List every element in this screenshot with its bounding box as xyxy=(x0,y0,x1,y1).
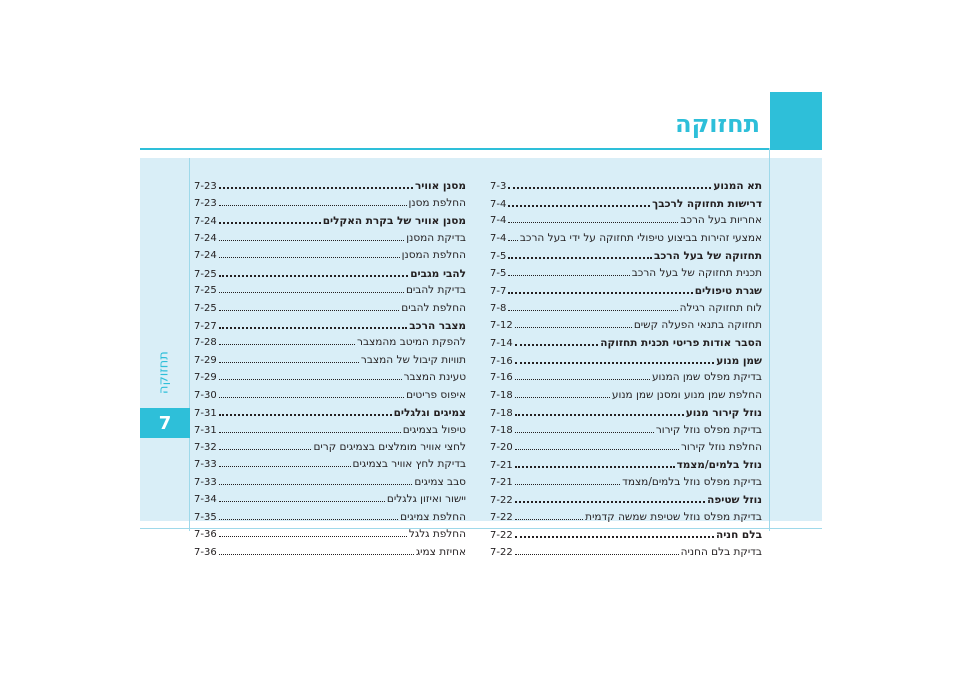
toc-entry-label: בדיקת מפלס שמן המנוע xyxy=(651,371,762,384)
toc-leader-dots xyxy=(508,222,518,240)
right-margin-rule xyxy=(769,148,770,531)
toc-entry-label: נוזל קירור מנוע xyxy=(685,407,762,420)
toc-entry-label: בדיקת מפלס נוזל שטיפת שמשה קדמית xyxy=(585,510,762,523)
toc-entry-label: החלפת צמיגים xyxy=(400,510,466,523)
toc-leader-dots xyxy=(515,432,679,450)
toc-leader-dots xyxy=(219,222,405,240)
toc-entry-label: אחריות בעל הרכב xyxy=(680,214,762,227)
toc-page-number: 7-29 xyxy=(194,372,217,384)
toc-page-number: 7-36 xyxy=(194,546,217,558)
toc-leader-dots xyxy=(515,501,583,519)
toc-page-number: 7-18 xyxy=(490,424,513,436)
toc-leader-dots xyxy=(508,257,629,275)
toc-entry-label: החלפת נוזל קירור xyxy=(680,441,762,453)
toc-leader-dots xyxy=(219,292,400,310)
chapter-number-badge: 7 xyxy=(140,408,190,438)
toc-leader-dots xyxy=(515,310,632,328)
toc-page-number: 7-27 xyxy=(194,320,217,332)
toc-entry-label: בדיקת המסנן xyxy=(406,231,466,244)
toc-entry-label: שגרת טיפולים xyxy=(694,285,762,298)
toc-page-number: 7-5 xyxy=(490,251,507,263)
toc-entry-label: סבב צמיגים xyxy=(414,475,466,488)
toc-entry-label: החלפת גלגל xyxy=(408,528,466,541)
toc-page-number: 7-21 xyxy=(490,476,513,488)
toc-leader-dots xyxy=(219,484,385,502)
toc-page-number: 7-28 xyxy=(194,337,217,349)
toc-entry-label: אחיזת צמיג xyxy=(415,545,466,558)
toc-entry-label: נוזל בלמים/מצמד xyxy=(676,459,762,472)
toc-leader-dots xyxy=(219,362,402,380)
toc-entry-label: דרישות תחזוקה לרכבך xyxy=(652,197,762,210)
toc-leader-dots xyxy=(219,466,413,484)
toc-leader-dots xyxy=(508,292,677,310)
left-margin-rule xyxy=(189,158,190,531)
toc-leader-dots xyxy=(219,240,400,258)
toc-page-number: 7-31 xyxy=(194,408,217,420)
toc-entry-label: נוזל שטיפה xyxy=(707,494,762,507)
toc-leader-dots xyxy=(515,379,610,397)
toc-leader-dots xyxy=(219,414,401,432)
toc-entry-label: טעינת המצבר xyxy=(403,371,466,384)
toc-page-number: 7-25 xyxy=(194,302,217,314)
toc-entry-label: בדיקת לחץ אוויר בצמיגים xyxy=(352,458,466,471)
toc-page-number: 7-25 xyxy=(194,285,217,297)
toc-leader-dots xyxy=(508,205,678,223)
toc-page-number: 7-16 xyxy=(490,355,513,367)
toc-page-number: 7-33 xyxy=(194,459,217,471)
toc-entry-label: תכנית תחזוקה של בעל הרכב xyxy=(631,266,762,279)
side-strip xyxy=(140,158,190,521)
toc-entry-label: החלפת מסנן xyxy=(408,196,466,209)
toc-entry-label: החלפת שמן מנוע ומסנן שמן מנוע xyxy=(611,388,762,401)
toc-page-number: 7-12 xyxy=(490,319,513,331)
toc-leader-dots xyxy=(219,519,407,537)
toc-entry-label: בדיקת מפלס נוזל בלמים/מצמד xyxy=(622,475,762,488)
toc-page-number: 7-24 xyxy=(194,216,217,228)
toc-leader-dots xyxy=(515,466,620,484)
toc-page-number: 7-24 xyxy=(194,232,217,244)
toc-page-number: 7-4 xyxy=(490,198,507,210)
toc-entry-label: צמיגים וגלגלים xyxy=(393,407,466,420)
toc-leader-dots xyxy=(219,327,355,345)
toc-page-number: 7-33 xyxy=(194,476,217,488)
toc-entry-label: לוח תחזוקה רגילה xyxy=(679,301,762,314)
toc-page-number: 7-25 xyxy=(194,268,217,280)
toc-page-number: 7-32 xyxy=(194,442,217,453)
toc-page-number: 7-8 xyxy=(490,302,507,314)
toc-page-number: 7-36 xyxy=(194,529,217,541)
toc-entry-label: החלפת להבים xyxy=(401,301,466,314)
toc-entry-label: יישור ואיזון גלגלים xyxy=(386,493,466,506)
toc-column-left xyxy=(194,170,466,558)
toc-page-number: 7-22 xyxy=(490,530,513,542)
toc-page-number: 7-24 xyxy=(194,250,217,262)
toc-leader-dots xyxy=(219,187,407,205)
toc-leader-dots xyxy=(515,414,654,432)
toc-page-number: 7-18 xyxy=(490,408,513,420)
toc-leader-dots xyxy=(515,362,650,380)
toc-page-number: 7-14 xyxy=(490,338,513,350)
toc-entry-label: להבי מגבים xyxy=(410,267,466,280)
toc-column-right xyxy=(490,170,762,558)
page-title: תחזוקה xyxy=(675,110,760,138)
toc-page-number: 7-34 xyxy=(194,494,217,506)
side-chapter-label: תחזוקה xyxy=(156,351,172,395)
toc-entry-label: מצבר הרכב xyxy=(409,319,466,332)
toc-leader-dots xyxy=(219,379,404,397)
toc-entry[interactable] xyxy=(194,170,466,193)
toc-page-number: 7-22 xyxy=(490,511,513,523)
chapter-tab-block xyxy=(770,92,822,148)
toc-page-number: 7-4 xyxy=(490,215,507,227)
toc-entry-label: להפקת המיטב מהמצבר xyxy=(357,336,466,349)
toc-page-number: 7-22 xyxy=(490,495,513,507)
toc-entry-label: הסבר אודות פריטי תכנית תחזוקה xyxy=(600,337,762,350)
toc-leader-dots xyxy=(219,275,404,293)
toc-page-number: 7-23 xyxy=(194,181,217,193)
toc-entry-label: אמצעי זהירות בביצוע טיפולי תחזוקה על ידי בעל הרכב xyxy=(519,231,762,244)
toc-page-number: 7-5 xyxy=(490,267,507,279)
toc-leader-dots xyxy=(219,344,359,362)
toc-entry-label: החלפת המסנן xyxy=(401,249,466,262)
toc-entry-label: תחזוקה בתנאי הפעלה קשים xyxy=(633,318,762,331)
toc-entry-label: תא המנוע xyxy=(713,180,762,193)
toc-entry[interactable] xyxy=(490,170,762,193)
toc-entry-label: בדיקת מפלס נוזל קירור xyxy=(655,423,762,436)
toc-entry-label: בדיקת בלם החניה xyxy=(680,545,762,558)
toc-leader-dots xyxy=(219,449,351,467)
toc-entry-label: שמן מנוע xyxy=(716,354,762,367)
toc-page-number: 7-7 xyxy=(490,286,507,298)
toc-page-number: 7-16 xyxy=(490,372,513,384)
toc-entry-label: טיפול בצמיגים xyxy=(402,423,466,436)
toc-entry-label: מסנן אוויר של בקרת האקלים xyxy=(322,215,466,228)
toc-page-number: 7-22 xyxy=(490,546,513,558)
toc-page-number: 7-3 xyxy=(490,181,507,193)
toc-page-number: 7-29 xyxy=(194,354,217,366)
toc-leader-dots xyxy=(515,536,679,554)
toc-page-number: 7-20 xyxy=(490,442,513,453)
toc-page-number: 7-30 xyxy=(194,389,217,401)
toc-entry-label: בדיקת להבים xyxy=(405,284,466,297)
toc-page-number: 7-35 xyxy=(194,511,217,523)
toc-entry-label: תוויות קיבול של המצבר xyxy=(360,353,466,366)
toc-leader-dots xyxy=(219,501,398,519)
toc-page-number: 7-4 xyxy=(490,232,507,244)
toc-leader-dots xyxy=(219,432,312,450)
toc-leader-dots xyxy=(219,536,414,554)
toc-page-number: 7-18 xyxy=(490,389,513,401)
toc-entry-label: בלם חניה xyxy=(716,529,762,542)
toc-entry-label: תחזוקה של בעל הרכב xyxy=(653,250,762,263)
toc-entry-label: איפוס פריטים xyxy=(406,388,466,401)
toc-page-number: 7-31 xyxy=(194,424,217,436)
toc-entry-label: לחצי אוויר מומלצים בצמיגים קרים xyxy=(313,441,466,453)
header-rule xyxy=(140,148,822,150)
toc-page-number: 7-21 xyxy=(490,460,513,472)
toc-page-number: 7-23 xyxy=(194,197,217,209)
toc-entry-label: מסנן אוויר xyxy=(414,180,466,193)
